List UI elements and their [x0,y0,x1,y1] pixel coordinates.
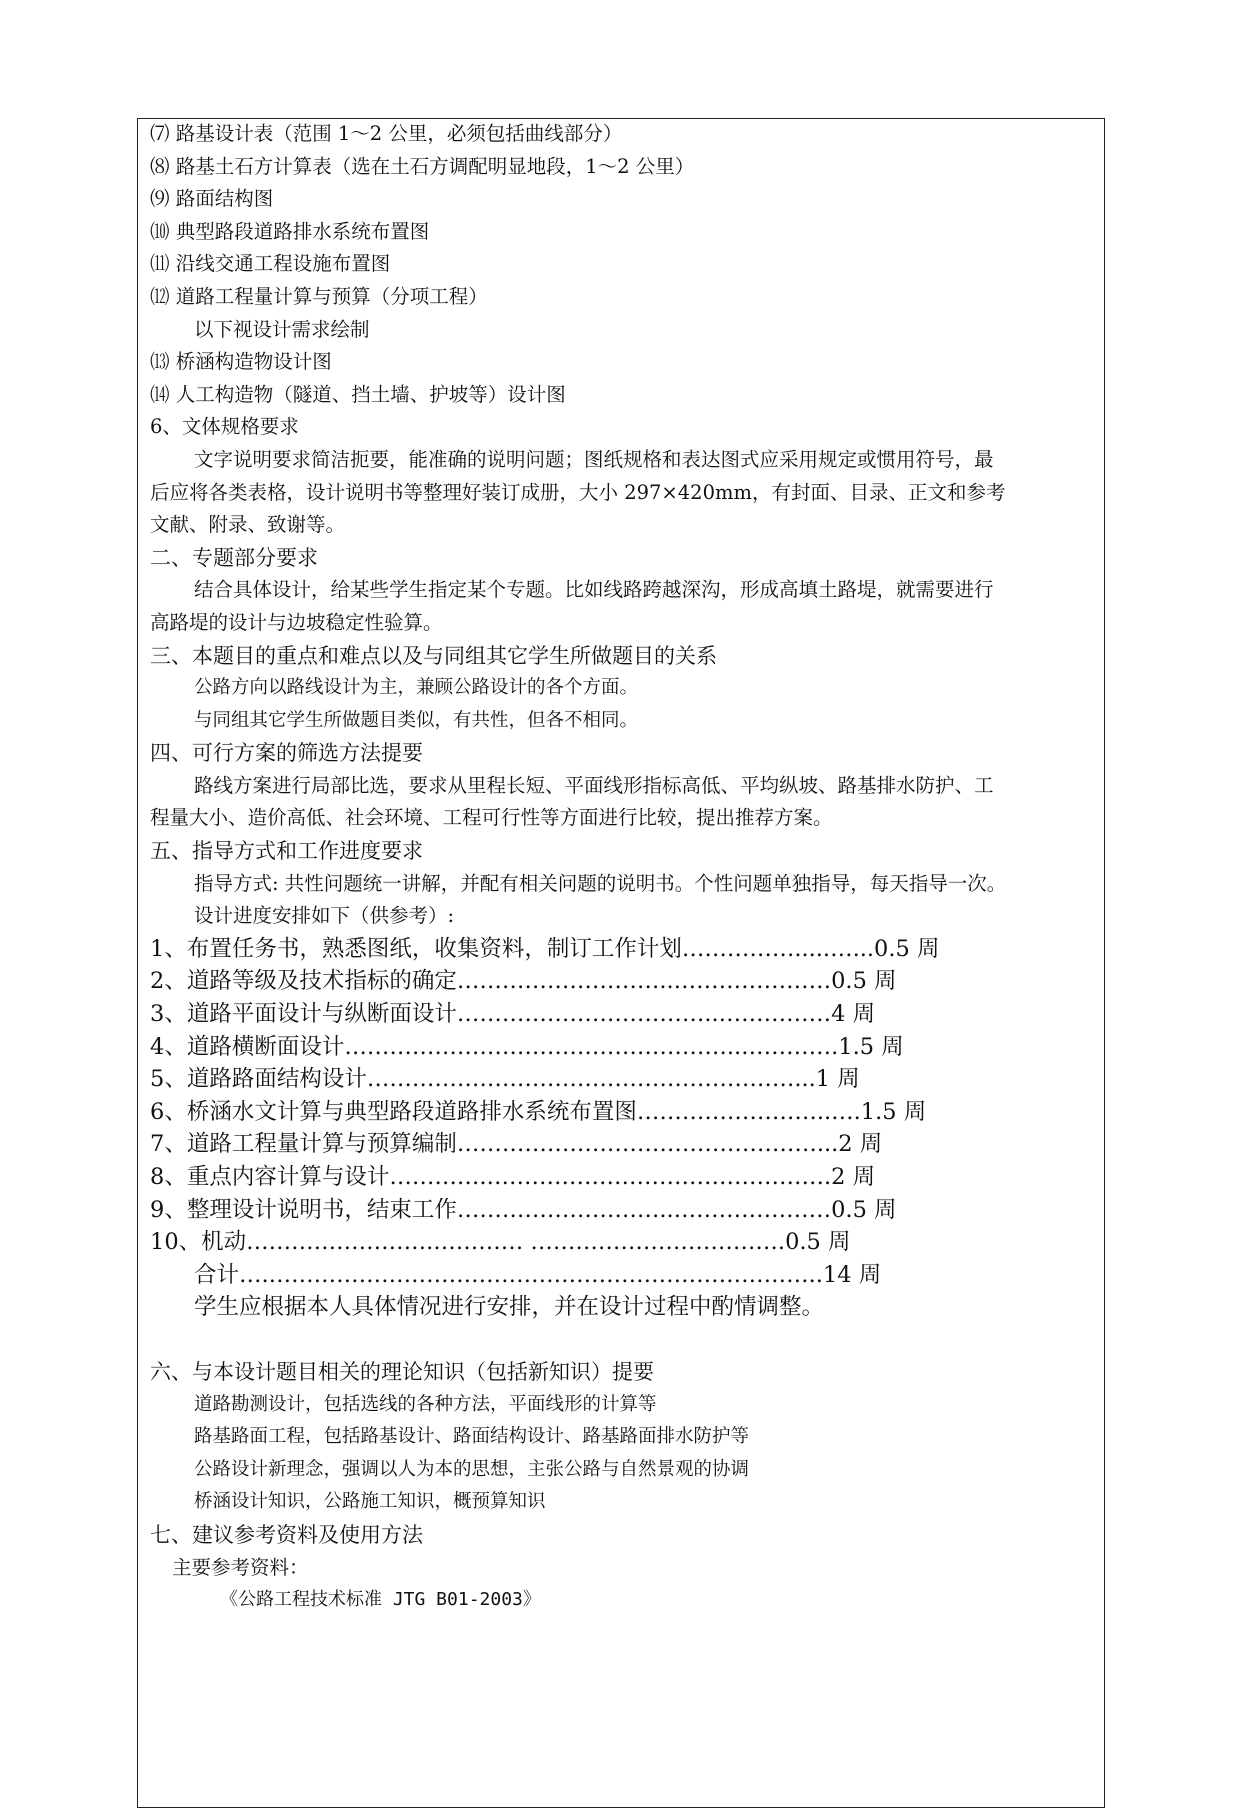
paragraph-line: 程量大小、造价高低、社会环境、工程可行性等方面进行比较，提出推荐方案。 [150,806,833,830]
paragraph-line: 文献、附录、致谢等。 [150,513,346,537]
list-item: ⑿ 道路工程量计算与预算（分项工程） [150,284,488,308]
reference-item: 《公路工程技术标准 JTG B01-2003》 [220,1589,541,1611]
paragraph-line: 道路勘测设计，包括选线的各种方法，平面线形的计算等 [194,1393,657,1415]
section-6-title: 6、文体规格要求 [150,415,299,439]
adjust-note: 学生应根据本人具体情况进行安排，并在设计过程中酌情调整。 [194,1294,825,1321]
paragraph-line: 后应将各类表格，设计说明书等整理好装订成册，大小 297×420mm，有封面、目录、正文和参考 [150,480,1006,504]
schedule-row: 4、道路横断面设计……………………………………………..………….1.5 周 [150,1033,904,1060]
paragraph-line: 路基路面工程，包括路基设计、路面结构设计、路基路面排水防护等 [194,1426,750,1448]
paragraph-line: 文字说明要求简洁扼要，能准确的说明问题；图纸规格和表达图式应采用规定或惯用符号，最 [194,447,994,471]
paragraph-line: 设计进度安排如下（供参考）: [194,904,455,928]
list-item: ⑺ 路基设计表（范围 1～2 公里，必须包括曲线部分） [150,122,623,145]
part-3-title: 三、本题目的重点和难点以及与同组其它学生所做题目的关系 [150,643,717,668]
paragraph-line: 公路设计新理念，强调以人为本的思想，主张公路与自然景观的协调 [194,1458,750,1480]
schedule-row: 6、桥涵水文计算与典型路段道路排水系统布置图……………………..….1.5 周 [150,1098,927,1125]
list-item: ⑽ 典型路段道路排水系统布置图 [150,219,430,243]
schedule-row: 7、道路工程量计算与预算编制…………………………………………...2 周 [150,1131,883,1158]
schedule-row: 5、道路路面结构设计…………………………………………………...1 周 [150,1066,860,1093]
list-item: ⑾ 沿线交通工程设施布置图 [150,252,391,276]
part-5-title: 五、指导方式和工作进度要求 [150,839,423,864]
list-item: ⑻ 路基土石方计算表（选在土石方调配明显地段，1～2 公里） [150,154,695,178]
schedule-total: 合计….………………………………………………………………..14 周 [194,1261,882,1288]
paragraph-line: 公路方向以路线设计为主，兼顾公路设计的各个方面。 [194,677,639,699]
schedule-row: 8、重点内容计算与设计………….……………………………………….2 周 [150,1164,876,1190]
schedule-row: 1、布置任务书，熟悉图纸，收集资料，制订工作计划…………….....…...0.5 周 [150,935,940,962]
part-4-title: 四、可行方案的筛选方法提要 [150,741,423,766]
schedule-row: 10、机动…………………….………… …………………………….0.5 周 [150,1229,851,1256]
part-2-title: 二、专题部分要求 [150,545,318,570]
paragraph-line: 桥涵设计知识，公路施工知识，概预算知识 [194,1491,546,1513]
part-6-title: 六、与本设计题目相关的理论知识（包括新知识）提要 [150,1359,654,1384]
note-line: 以下视设计需求绘制 [194,317,370,341]
paragraph-line: 高路堤的设计与边坡稳定性验算。 [150,610,443,634]
list-item: ⑼ 路面结构图 [150,187,274,211]
part-7-title: 七、建议参考资料及使用方法 [150,1522,423,1547]
schedule-row: 9、整理设计说明书，结束工作………………………..…………………0.5 周 [150,1196,897,1223]
paragraph-line: 路线方案进行局部比选，要求从里程长短、平面线形指标高低、平均纵坡、路基排水防护、工 [194,773,994,797]
reference-label: 主要参考资料： [172,1555,309,1579]
schedule-row: 3、道路平面设计与纵断面设计……………………………..……………4 周 [150,1001,876,1028]
spacer [150,1324,1100,1356]
list-item: ⒁ 人工构造物（隧道、挡土墙、护坡等）设计图 [150,382,566,406]
paragraph-line: 结合具体设计，给某些学生指定某个专题。比如线路跨越深沟，形成高填土路堤，就需要进行 [194,578,994,602]
document-body [150,118,1100,1617]
paragraph-line: 与同组其它学生所做题目类似，有共性，但各不相同。 [194,709,639,731]
paragraph-line: 指导方式: 共性问题统一讲解，并配有相关问题的说明书。个性问题单独指导，每天指导一次。 [194,871,1007,895]
schedule-row: 2、道路等级及技术指标的确定………………………..…………………0.5 周 [150,968,897,995]
list-item: ⒀ 桥涵构造物设计图 [150,350,332,374]
